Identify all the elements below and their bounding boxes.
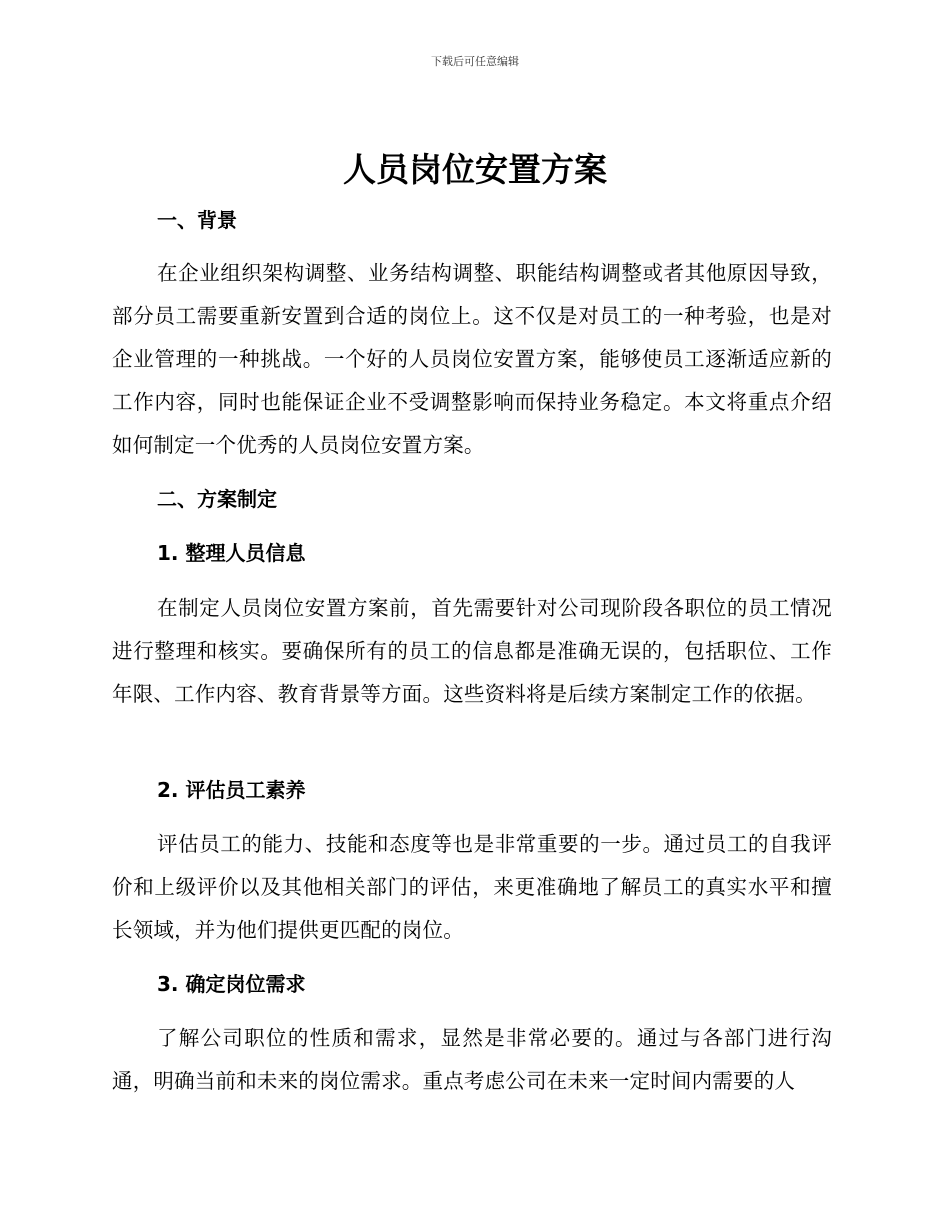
subheading-organize-info: 1. 整理人员信息 [157, 541, 306, 565]
section-heading-plan: 二、方案制定 [157, 487, 277, 511]
header-note: 下载后可任意编辑 [431, 55, 519, 68]
paragraph-position-needs: 了解公司职位的性质和需求，显然是非常必要的。通过与各部门进行沟通，明确当前和未来的岗位需求。重点考虑公司在未来一定时间内需要的人 [112, 1026, 832, 1093]
paragraph-background: 在企业组织架构调整、业务结构调整、职能结构调整或者其他原因导致，部分员工需要重新安置到合适的岗位上。这不仅是对员工的一种考验，也是对企业管理的一种挑战。一个好的人员岗位安置方案，能够使员工逐渐适应新的工作内容，同时也能保证企业不受调整影响而保持业务稳定。本文将重点介绍如何制定一个优秀的人员岗位安置方案。 [112, 261, 832, 457]
subheading-evaluate-staff: 2. 评估员工素养 [157, 778, 306, 802]
paragraph-evaluate-staff: 评估员工的能力、技能和态度等也是非常重要的一步。通过员工的自我评价和上级评价以及其他相关部门的评估，来更准确地了解员工的真实水平和擅长领域，并为他们提供更匹配的岗位。 [112, 832, 832, 942]
section-heading-background: 一、背景 [157, 208, 237, 232]
document-title: 人员岗位安置方案 [343, 150, 607, 189]
paragraph-organize-info: 在制定人员岗位安置方案前，首先需要针对公司现阶段各职位的员工情况进行整理和核实。要确保所有的员工的信息都是准确无误的，包括职位、工作年限、工作内容、教育背景等方面。这些资料将是后续方案制定工作的依据。 [112, 596, 832, 706]
subheading-position-needs: 3. 确定岗位需求 [157, 972, 306, 996]
